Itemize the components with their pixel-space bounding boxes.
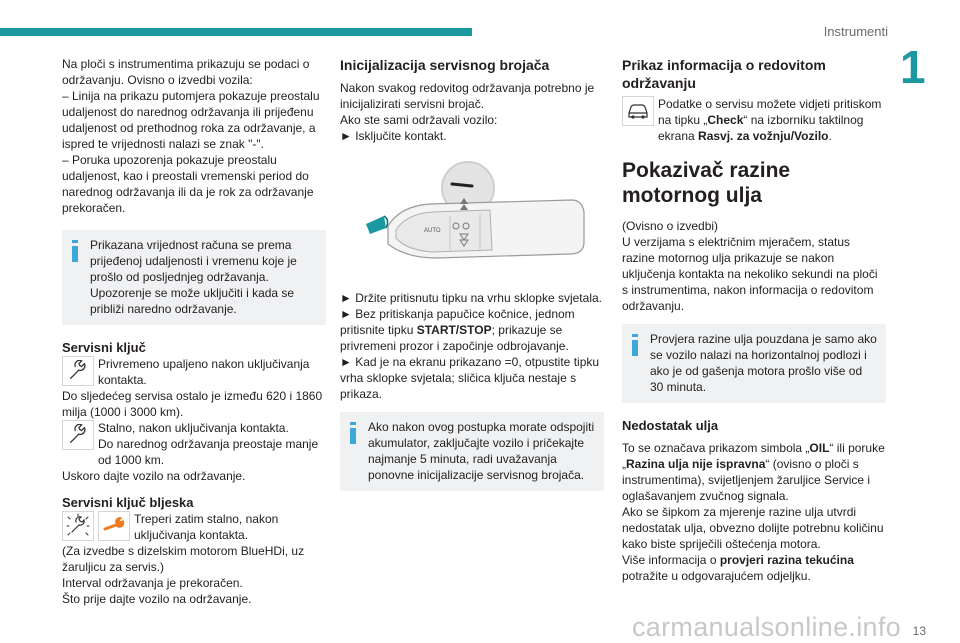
service-key-text-2: Stalno, nakon uključivanja kontakta. — [98, 421, 289, 435]
info-icon — [629, 334, 641, 356]
oil-lack-paragraph-2: Ako se šipkom za mjerenje razine ulja utvrdi nedostatak ulja, obvezno dolijte potrebnu količinu kako biste spriječili oštećenja motora. — [622, 505, 884, 551]
wrench-flash-icon — [62, 511, 94, 541]
intro-bullet-2: – Poruka upozorenja pokazuje preostalu udaljenost, kao i preostali vremenski period do narednog održavanja ili da je rok za održavanje prekoračen. — [62, 153, 314, 215]
light-stalk-illustration — [340, 154, 604, 280]
oil-paragraph-2: U verzijama s električnim mjeračem, status razine motornog ulja prikazuje se nakon uključenja kontakta na nekoliko sekundi na ploči s instrumentima, nakon informacija o redovitom održavanju. — [622, 235, 878, 313]
heading-maintenance-display: Prikaz informacija o redovitom održavanju — [622, 57, 826, 91]
page-number: 13 — [912, 624, 926, 638]
column-2 — [340, 56, 604, 491]
heading-service-key-flashing: Servisni ključ bljeska — [62, 495, 194, 510]
service-key-flash-after-1: (Za izvedbe s dizelskim motorom BlueHDi, uz žaruljicu za servis.) — [62, 544, 305, 574]
intro-bullet-1: – Linija na prikazu putomjera pokazuje preostalu udaljenost do narednog održavanja ili prijeđenu udaljenost od prethodnog roka za održavanje, a ispred te vrijednosti nalazi se znak "-". — [62, 89, 320, 151]
service-key-after-2: Uskoro dajte vozilo na održavanje. — [62, 469, 246, 483]
info-text: Ako nakon ovog postupka morate odspojiti akumulator, zaključajte vozilo i pričekajte najmanje 5 minuta, radi uvažavanja ponovne inicijalizacije servisnog brojača. — [368, 420, 595, 482]
service-key-row-1 — [62, 356, 326, 388]
info-box — [340, 412, 604, 491]
service-key-text-1: Privremeno upaljeno nakon uključivanja kontakta. — [98, 357, 310, 387]
heading-oil-lack: Nedostatak ulja — [622, 418, 719, 433]
service-key-after-1: Do sljedećeg servisa ostalo je između 620 i 1860 milja (1000 i 3000 km). — [62, 389, 323, 419]
car-service-icon — [622, 96, 654, 126]
chapter-number: 1 — [900, 41, 926, 93]
oil-lack-paragraph-3: Više informacija o provjeri razina tekućina potražite u odgovarajućem odjeljku. — [622, 553, 854, 583]
stalk-auto-label: AUTO — [424, 228, 441, 234]
info-icon — [347, 422, 359, 444]
header-accent-bar — [0, 28, 472, 36]
info-box — [62, 230, 326, 325]
info-text: Prikazana vrijednost računa se prema prijeđenoj udaljenosti i vremenu koje je prošlo od posljednjeg održavanja. — [90, 238, 297, 284]
reset-step-3: ► Bez pritiskanja papučice kočnice, jednom pritisnite tipku START/STOP; prikazuje se privremeni prozor i započinje odbrojavanje. — [340, 307, 575, 353]
info-box — [622, 324, 886, 403]
info-icon — [69, 240, 81, 262]
info-text: Provjera razine ulja pouzdana je samo ako se vozilo nalazi na horizontalnoj podlozi i ako je od gašenja motora prošlo više od 30 minuta. — [650, 332, 877, 394]
reset-paragraph: Nakon svakog redovitog održavanja potrebno je inicijalizirati servisni brojač. — [340, 81, 595, 111]
heading-service-reset: Inicijalizacija servisnog brojača — [340, 57, 550, 73]
service-key-flash-after-3: Što prije dajte vozilo na održavanje. — [62, 592, 252, 606]
service-key-text-2b: Do narednog održavanja preostaje manje od 1000 km. — [98, 437, 319, 467]
maintenance-display-row — [622, 96, 886, 144]
reset-step-2: ► Držite pritisnutu tipku na vrhu sklopke svjetala. — [340, 291, 602, 305]
intro-paragraph: Na ploči s instrumentima prikazuju se podaci o održavanju. Ovisno o izvedbi vozila: — [62, 57, 310, 87]
reset-paragraph-2: Ako ste sami održavali vozilo: — [340, 113, 498, 127]
column-3 — [622, 56, 886, 584]
service-key-flash-row — [62, 511, 326, 543]
wrench-icon — [62, 420, 94, 450]
maintenance-display-text: Podatke o servisu možete vidjeti pritiskom na tipku „Check“ na izborniku taktilnog ekrana Rasvj. za vožnju/Vozilo. — [658, 97, 882, 143]
section-title: Instrumenti — [823, 24, 888, 39]
service-key-row-2 — [62, 420, 326, 468]
info-text: Upozorenje se može uključiti i kada se približi naredno održavanje. — [90, 286, 295, 316]
reset-step-4: ► Kad je na ekranu prikazano =0, otpustite tipku vrha sklopke svjetala; sličica ključa nestaje s prikaza. — [340, 355, 600, 401]
oil-paragraph-1: (Ovisno o izvedbi) — [622, 219, 719, 233]
reset-step-1: ► Isključite kontakt. — [340, 129, 447, 143]
service-key-flash-after-2: Interval održavanja je prekoračen. — [62, 576, 243, 590]
oil-lack-paragraph-1: To se označava prikazom simbola „OIL“ ili poruke „Razina ulja nije ispravna“ (ovisno o ploči s instrumentima), svijetljenjem žaruljice Service i oglašavanjem zvučnog signala. — [622, 441, 885, 503]
heading-oil-level: Pokazivač razine motornog ulja — [622, 159, 791, 207]
wrench-orange-icon — [98, 511, 130, 541]
heading-service-key: Servisni ključ — [62, 340, 146, 355]
watermark: carmanualsonline.info — [632, 612, 901, 642]
column-1 — [62, 56, 326, 607]
service-key-flash-text: Treperi zatim stalno, nakon uključivanja kontakta. — [134, 512, 279, 542]
wrench-icon — [62, 356, 94, 386]
